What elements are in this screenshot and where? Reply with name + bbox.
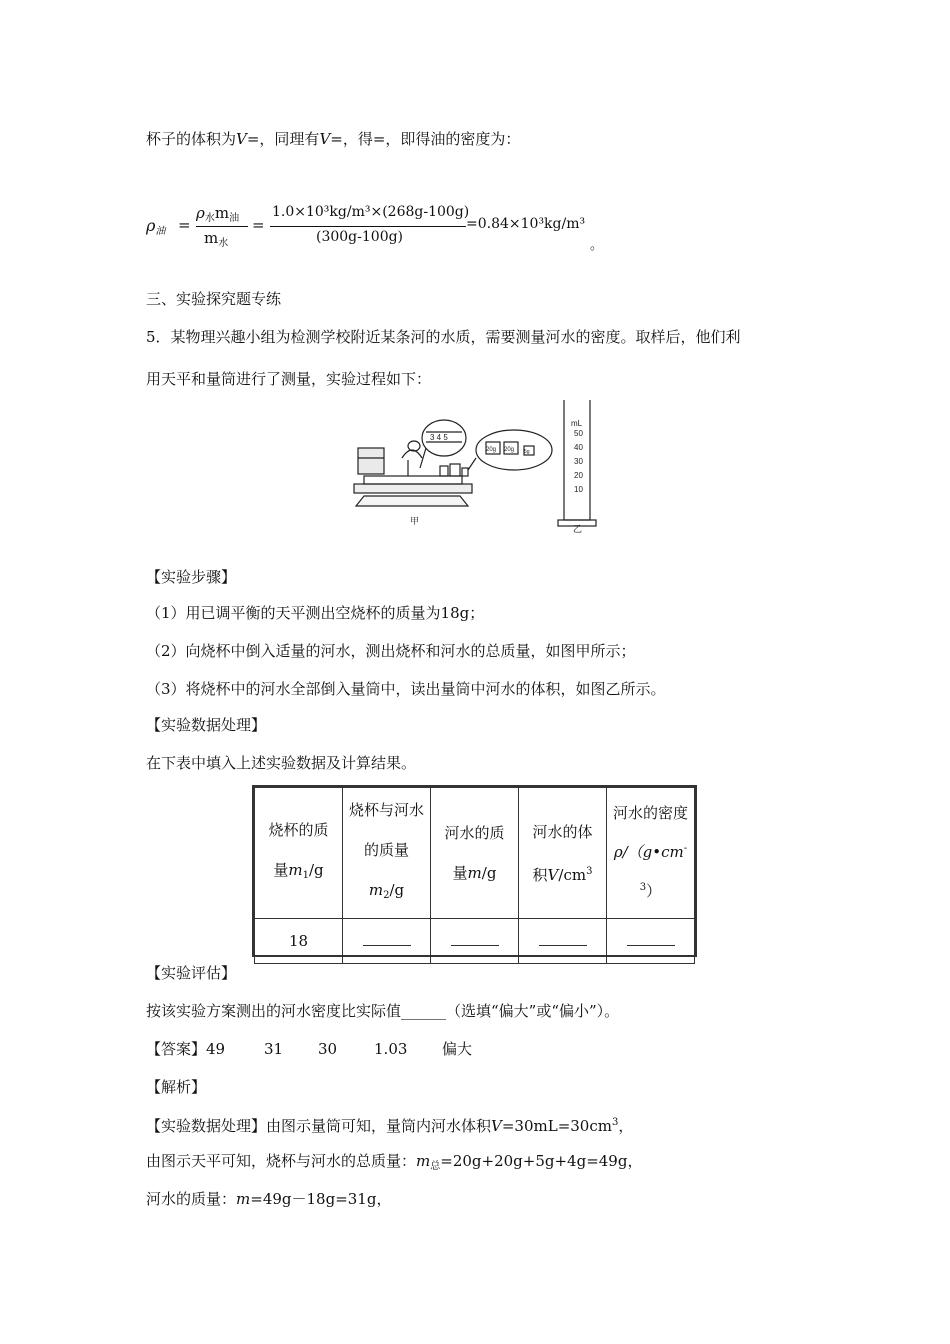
formula-den-m-sub: 水: [218, 238, 229, 249]
evaluation-text: 按该实验方案测出的河水密度比实际值______（选填“偏大”或“偏小”）。: [146, 1002, 620, 1020]
formula-result: =0.84×10³kg/m³: [466, 216, 586, 232]
answer-label: 【答案】: [146, 1040, 207, 1058]
weight-label-3: 5g: [524, 449, 530, 455]
cell-water-volume-blank[interactable]: [519, 919, 607, 964]
experiment-figure: [350, 398, 600, 533]
fraction-bar-1: [196, 226, 248, 227]
data-table: [252, 785, 697, 957]
answer-5: 偏大: [442, 1040, 473, 1058]
formula-end-mark: 。: [590, 238, 604, 253]
answer-line: [146, 1038, 472, 1060]
cylinder-tick-20: 20: [574, 471, 583, 480]
analysis-line-2: 由图示天平可知，烧杯与河水的总质量：$m_总=20g+20g+5g+4g=49g$，: [146, 1152, 643, 1172]
intro-var-v1: V: [236, 130, 247, 148]
col-water-mass: 河水的质 量m/g: [431, 788, 519, 919]
step-2: （2）向烧杯中倒入适量的河水，测出烧杯和河水的总质量，如图甲所示；: [146, 642, 636, 660]
figure-label-yi: 乙: [573, 524, 583, 533]
analysis-title: 【解析】: [146, 1078, 207, 1096]
balance-and-cylinder-illustration: [350, 398, 600, 533]
question-5-line-2: 用天平和量筒进行了测量，实验过程如下：: [146, 370, 432, 388]
intro-text-1: 杯子的体积为: [146, 130, 237, 148]
col-water-density: 河水的密度 ρ/（g•cm- $^3$）: [607, 788, 695, 919]
cell-water-mass-blank[interactable]: [431, 919, 519, 964]
section-title-3: 三、实验探究题专练: [146, 290, 282, 308]
table-header-row: [255, 788, 695, 919]
answer-4: 1.03: [374, 1040, 408, 1058]
data-processing-title: 【实验数据处理】: [146, 716, 267, 734]
formula-num-m: m: [214, 204, 230, 222]
table-row: [255, 919, 695, 964]
oil-density-formula: $\rho_油$ = $\rho_水m_油$ $m_水$ = 1.0×10³kg/m³×(268g-100g) (300g-100g) =0.84×10³kg/m³ 。: [146, 204, 604, 253]
cell-beaker-mass: 18: [255, 919, 343, 964]
formula-num-m-sub: 油: [229, 213, 240, 224]
intro-text-2: =，同理有: [246, 130, 320, 148]
figure-label-jia: 甲: [410, 516, 420, 526]
formula-num-rho-sub: 水: [204, 213, 215, 224]
intro-text-4: =，即得油的密度为：: [372, 130, 521, 148]
formula-rho: ρ: [146, 216, 156, 235]
cell-total-mass-blank[interactable]: [343, 919, 431, 964]
intro-var-v2: V: [319, 130, 331, 148]
steps-title: 【实验步骤】: [146, 568, 237, 586]
col-water-volume: 河水的体 积$V/cm^3$: [519, 788, 607, 919]
weight-label-2: 20g: [504, 447, 515, 453]
formula-numerator-2: 1.0×10³kg/m³×(268g-100g): [272, 204, 470, 220]
weight-label-1: 20g: [486, 447, 497, 453]
formula-rho-sub: 油: [155, 226, 166, 237]
answer-1: 49: [206, 1040, 226, 1058]
fraction-bar-2: [270, 226, 466, 227]
step-1: （1）用已调平衡的天平测出空烧杯的质量为18g；: [146, 604, 485, 622]
cylinder-unit: mL: [571, 419, 583, 428]
formula-den-m: m: [204, 229, 219, 247]
cylinder-tick-40: 40: [574, 443, 583, 452]
question-5-line-1: 5．某物理兴趣小组为检测学校附近某条河的水质，需要测量河水的密度。取样后，他们利: [146, 328, 741, 346]
cell-water-density-blank[interactable]: [607, 919, 695, 964]
formula-denominator-2: (300g-100g): [316, 229, 404, 245]
answer-2: 31: [264, 1040, 284, 1058]
cylinder-tick-10: 10: [574, 485, 583, 494]
step-3: （3）将烧杯中的河水全部倒入量筒中，读出量筒中河水的体积，如图乙所示。: [146, 680, 666, 698]
scale-numbers: 3 4 5: [430, 433, 448, 442]
analysis-line-1: 【实验数据处理】由图示量筒可知，量筒内河水体积$V=30mL=30cm^3$，: [146, 1117, 634, 1135]
intro-text-3: =，得: [330, 130, 373, 148]
cylinder-tick-50: 50: [574, 429, 583, 438]
analysis-line-3: 河水的质量：m=49g－18g=31g，: [146, 1190, 392, 1208]
col-total-mass: 烧杯与河水 的质量$m_2/g$: [343, 788, 431, 919]
formula-num-rho: ρ: [196, 204, 205, 222]
cylinder-tick-30: 30: [574, 457, 583, 466]
answer-3: 30: [318, 1040, 338, 1058]
data-processing-intro: 在下表中填入上述实验数据及计算结果。: [146, 754, 417, 772]
intro-line: [146, 128, 520, 150]
evaluation-title: 【实验评估】: [146, 964, 237, 982]
col-beaker-mass: 烧杯的质 量$m_1/g$: [255, 788, 343, 919]
